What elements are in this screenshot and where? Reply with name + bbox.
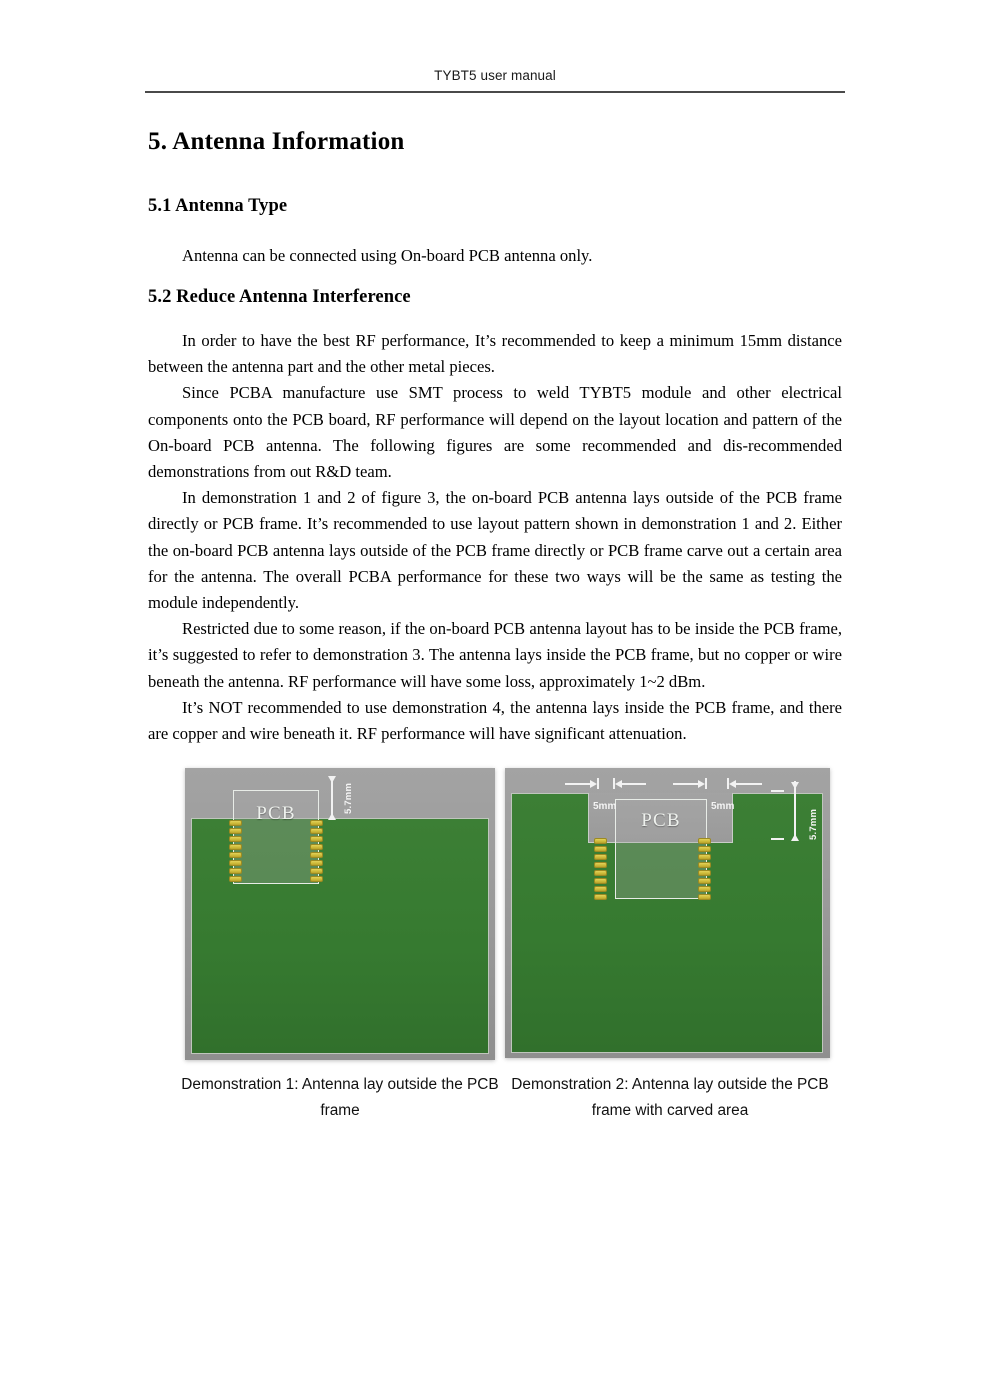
dimension-label-5mm-left: 5mm bbox=[593, 801, 617, 812]
dimension-arrow-down bbox=[328, 776, 336, 783]
pad-column-right bbox=[698, 838, 711, 900]
dimension-tick-3 bbox=[705, 778, 707, 789]
pad-column-left bbox=[229, 820, 242, 882]
dimension-arrow-right-1 bbox=[590, 780, 597, 788]
figure-demonstration-1 bbox=[185, 768, 495, 1060]
figure-caption-2: Demonstration 2: Antenna lay outside the PCB frame with carved area bbox=[511, 1076, 829, 1119]
dimension-line-left-inner bbox=[622, 783, 646, 785]
paragraphs-5-2 bbox=[148, 328, 842, 747]
dimension-arrow-down bbox=[791, 782, 799, 789]
dimension-label-5-7mm: 5.7mm bbox=[343, 782, 354, 814]
dimension-line-vertical bbox=[794, 781, 796, 841]
page-title: 5. Antenna Information bbox=[148, 128, 405, 155]
figure-demonstration-2 bbox=[505, 768, 830, 1058]
heading-5-2: 5.2 Reduce Antenna Interference bbox=[148, 287, 411, 307]
figure-caption-1: Demonstration 1: Antenna lay outside the PCB frame bbox=[181, 1076, 499, 1119]
paragraph-5-1 bbox=[148, 243, 842, 269]
dimension-line-left-outer bbox=[565, 783, 591, 785]
paragraph-text: In demonstration 1 and 2 of figure 3, the on-board PCB antenna lays outside of the PCB frame directly or PCB frame. It’s recommended to use layout pattern shown in demonstration 1 and 2. Either the on-board PCB antenna lays outside of the PCB frame directly or PCB frame carve out a certain area for the antenna. The overall PCBA performance for these two ways will be the same as testing the module independently. bbox=[148, 488, 842, 613]
dimension-label-5-7mm: 5.7mm bbox=[808, 808, 819, 840]
pcb-module-label: PCB bbox=[256, 803, 296, 824]
pcb-module-outline bbox=[233, 790, 319, 884]
dimension-extension-top bbox=[771, 790, 784, 792]
dimension-line-right-inner bbox=[673, 783, 699, 785]
paragraph-text: Antenna can be connected using On-board PCB antenna only. bbox=[182, 246, 593, 265]
pad-column-left bbox=[594, 838, 607, 900]
dimension-extension-bottom bbox=[771, 838, 784, 840]
paragraph-text: Since PCBA manufacture use SMT process to weld TYBT5 module and other electrical components onto the PCB board, RF performance will depend on the layout location and pattern of the On-board PCB antenna. The following figures are some recommended and dis-recommended demonstrations from out R&D team. bbox=[148, 383, 842, 482]
dimension-arrow-up bbox=[791, 834, 799, 841]
pcb-module-label: PCB bbox=[641, 810, 681, 831]
figure-group bbox=[0, 768, 990, 1068]
paragraph-text: In order to have the best RF performance, It’s recommended to keep a minimum 15mm distance between the antenna part and the other metal pieces. bbox=[148, 331, 842, 377]
dimension-tick-1 bbox=[597, 778, 599, 789]
dimension-arrow-right-2 bbox=[698, 780, 705, 788]
pcb-module-outline bbox=[615, 799, 707, 899]
heading-5-1: 5.1 Antenna Type bbox=[148, 196, 288, 216]
page-header: TYBT5 user manual bbox=[434, 68, 556, 83]
pad-column-right bbox=[310, 820, 323, 882]
dimension-arrow-up bbox=[328, 813, 336, 820]
header-rule bbox=[145, 91, 845, 93]
dimension-arrow-left-1 bbox=[615, 780, 622, 788]
dimension-line-right-outer bbox=[736, 783, 762, 785]
paragraph-text: Restricted due to some reason, if the on-board PCB antenna layout has to be inside the PCB frame, it’s suggested to refer to demonstration 3. The antenna lays inside the PCB frame, but no copper or wire beneath the antenna. RF performance will have some loss, approximately 1~2 dBm. bbox=[148, 619, 842, 691]
paragraph-text: It’s NOT recommended to use demonstration 4, the antenna lays inside the PCB frame, and there are copper and wire beneath it. RF performance will have significant attenuation. bbox=[148, 697, 842, 744]
dimension-label-5mm-right: 5mm bbox=[711, 801, 735, 812]
dimension-arrow-left-2 bbox=[729, 780, 736, 788]
